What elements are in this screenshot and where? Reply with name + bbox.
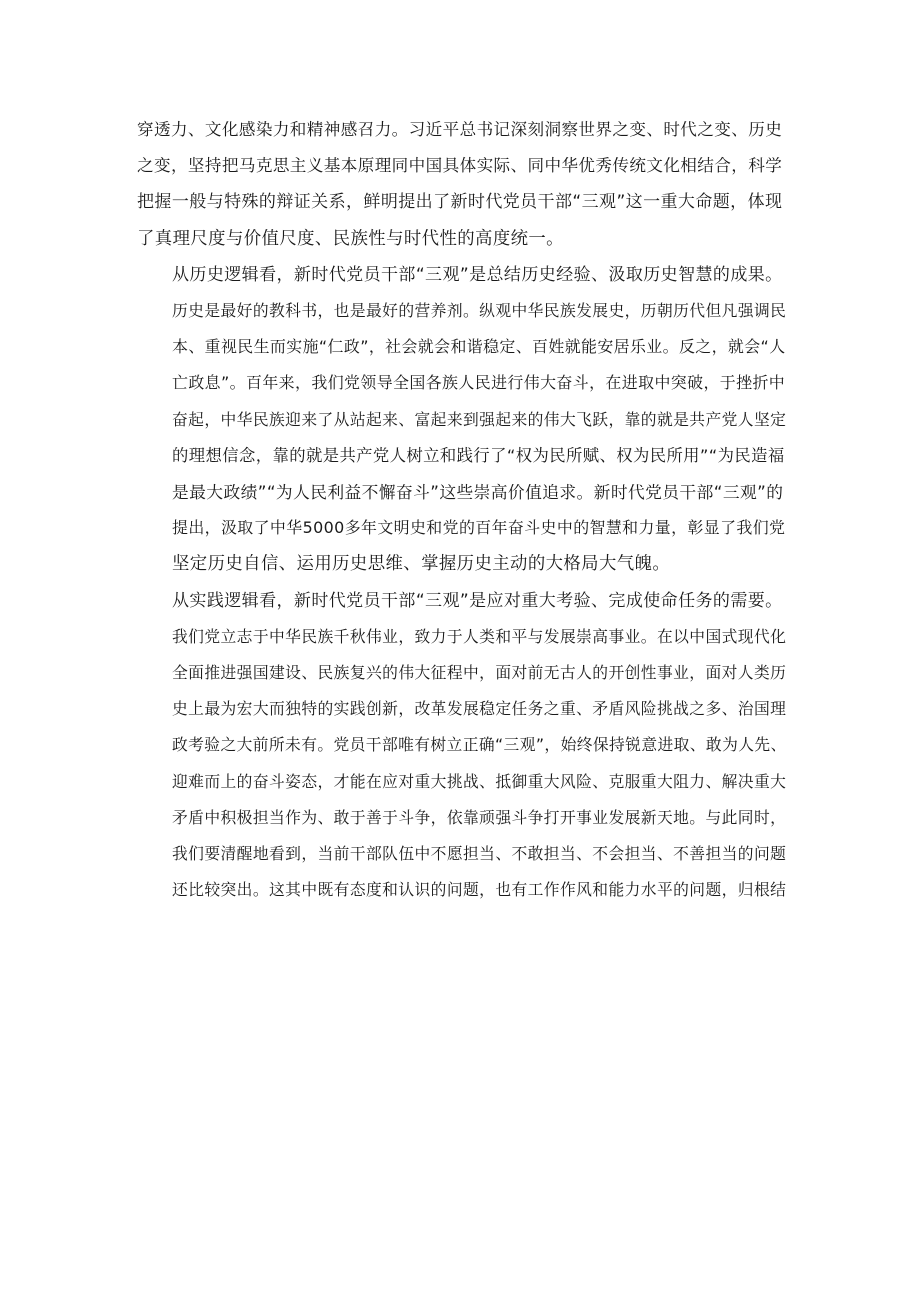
text-line: 矛盾中积极担当作为、敢于善于斗争，依靠顽强斗争打开事业发展新天地。与此同时， <box>172 807 787 827</box>
text-line: 提出，汲取了中华5000多年文明史和党的百年奋斗史中的智慧和力量，彰显了我们党 <box>172 518 786 538</box>
text-line: 本、重视民生而实施“仁政”，社会就会和谐稳定、百姓就能安居乐业。反之，就会“人 <box>172 337 786 357</box>
text-line: 亡政息”。百年来，我们党领导全国各族人民进行伟大奋斗，在进取中突破，于挫折中 <box>172 373 786 393</box>
text-line: 全面推进强国建设、民族复兴的伟大征程中，面对前无古人的开创性事业，面对人类历 <box>172 663 787 683</box>
text-line: 我们党立志于中华民族千秋伟业，致力于人类和平与发展崇高事业。在以中国式现代化 <box>172 626 787 646</box>
text-line: 是最大政绩”“为人民利益不懈奋斗”这些崇高价值追求。新时代党员干部“三观”的 <box>172 482 784 503</box>
paragraph-3 <box>137 583 785 909</box>
text-line: 把握一般与特殊的辩证关系，鲜明提出了新时代党员干部“三观”这一重大命题，体现 <box>137 192 783 213</box>
text-line: 史上最为宏大而独特的实践创新，改革发展稳定任务之重、矛盾风险挑战之多、治国理 <box>172 699 787 719</box>
text-line: 迎难而上的奋斗姿态，才能在应对重大挑战、抵御重大风险、克服重大阻力、解决重大 <box>172 771 787 791</box>
text-line: 还比较突出。这其中既有态度和认识的问题，也有工作作风和能力水平的问题，归根结 <box>172 880 787 900</box>
text-line: 从实践逻辑看，新时代党员干部“三观”是应对重大考验、完成使命任务的需要。 <box>172 590 783 611</box>
text-line: 之变，坚持把马克思主义基本原理同中国具体实际、同中华优秀传统文化相结合，科学 <box>137 156 783 176</box>
text-line: 历史是最好的教科书，也是最好的营养剂。纵观中华民族发展史，历朝历代但凡强调民 <box>172 301 787 321</box>
text-line: 我们要清醒地看到，当前干部队伍中不愿担当、不敢担当、不会担当、不善担当的问题 <box>172 844 787 864</box>
document-body <box>137 112 785 908</box>
text-line: 的理想信念，靠的就是共产党人树立和践行了“权为民所赋、权为民所用”“为民造福 <box>172 445 785 465</box>
text-line: 了真理尺度与价值尺度、民族性与时代性的高度统一。 <box>137 228 564 249</box>
text-line: 穿透力、文化感染力和精神感召力。习近平总书记深刻洞察世界之变、时代之变、历史 <box>137 120 783 139</box>
paragraph-1 <box>137 112 785 257</box>
text-line: 政考验之大前所未有。党员干部唯有树立正确“三观”，始终保持锐意进取、敢为人先、 <box>172 735 787 755</box>
text-line: 坚定历史自信、运用历史思维、掌握历史主动的大格局大气魄。 <box>172 554 671 575</box>
text-line: 奋起，中华民族迎来了从站起来、富起来到强起来的伟大飞跃，靠的就是共产党人坚定 <box>172 409 787 429</box>
paragraph-2 <box>137 257 785 583</box>
text-line: 从历史逻辑看，新时代党员干部“三观”是总结历史经验、汲取历史智慧的成果。 <box>172 264 783 285</box>
